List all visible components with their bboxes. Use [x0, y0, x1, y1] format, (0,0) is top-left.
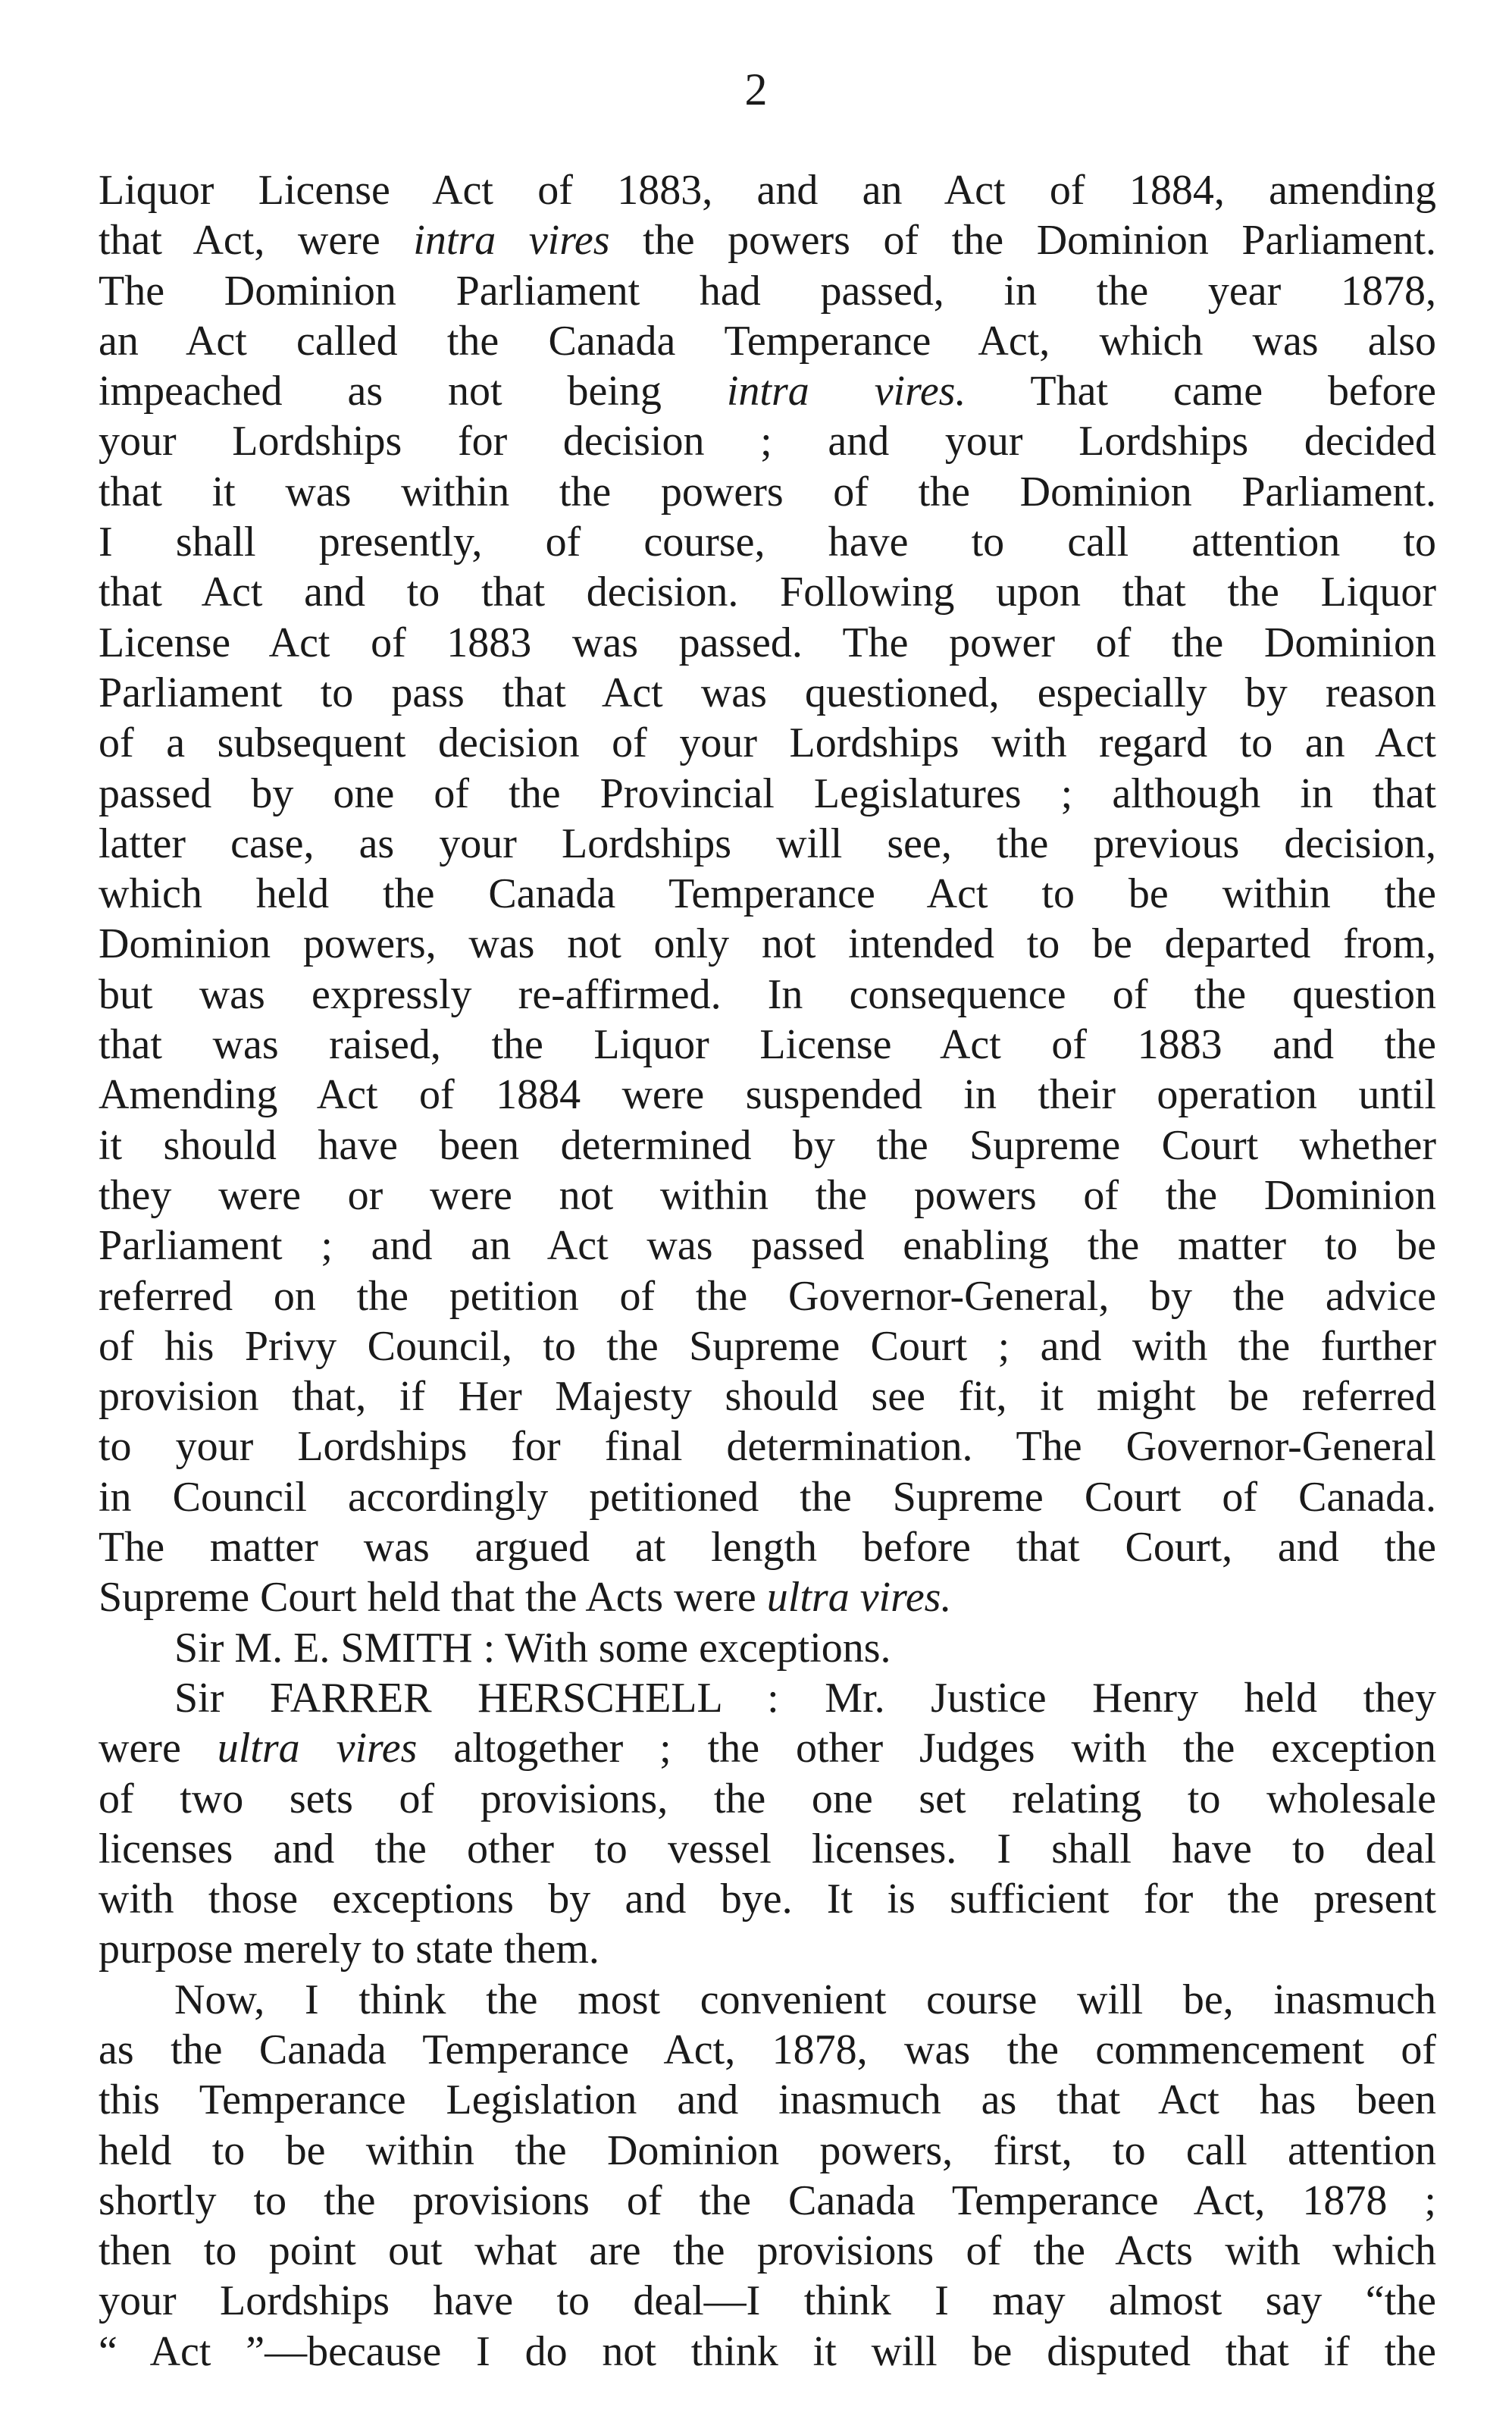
text-segment: your Lordships for decision ; and your Lordships decided	[99, 418, 1436, 465]
text-segment: shortly to the provisions of the Canada Temperance Act, 1878 ;	[99, 2176, 1436, 2224]
text-segment: Supreme Court held that the Acts were	[99, 1574, 767, 1622]
text-segment: that Act and to that decision. Following upon that the Liquor	[99, 569, 1436, 616]
italic-term: intra vires.	[726, 368, 966, 415]
text-segment: it should have been determined by the Supreme Court whether	[99, 1121, 1436, 1169]
text-segment: as the Canada Temperance Act, 1878, was the commencement of	[99, 2026, 1436, 2073]
text-segment: an Act called the Canada Temperance Act, which was also	[99, 317, 1436, 365]
text-line	[99, 2126, 1436, 2176]
text-line	[99, 1371, 1436, 1421]
text-line	[99, 2176, 1436, 2226]
text-segment: held to be within the Dominion powers, first, to call attention	[99, 2126, 1436, 2174]
text-segment: but was expressly re-affirmed. In consequence of the question	[99, 970, 1436, 1018]
text-segment: Now, I think the most convenient course will be, inasmuch	[174, 1976, 1436, 2023]
text-line	[99, 919, 1436, 969]
text-segment: latter case, as your Lordships will see, the previous decision,	[99, 820, 1436, 867]
text-segment: altogether ; the other Judges with the exception	[417, 1725, 1436, 1772]
text-segment: purpose merely to state them.	[99, 1926, 599, 1973]
text-line	[99, 1421, 1436, 1471]
text-line	[99, 2276, 1436, 2326]
text-segment: they were or were not within the powers of the Dominion	[99, 1171, 1436, 1219]
text-segment: that Act, were	[99, 217, 414, 265]
text-line	[99, 1975, 1436, 2025]
text-line	[99, 1774, 1436, 1824]
text-line	[99, 517, 1436, 567]
text-line	[99, 2327, 1436, 2377]
text-segment: that it was within the powers of the Dominion Parliament.	[99, 468, 1436, 516]
text-segment: then to point out what are the provisions of the Acts with which	[99, 2227, 1436, 2275]
text-segment: The Dominion Parliament had passed, in the year 1878,	[99, 267, 1436, 315]
text-segment: referred on the petition of the Governor-General, by the advice	[99, 1272, 1436, 1320]
text-segment: provision that, if Her Majesty should see fit, it might be referred	[99, 1373, 1436, 1421]
text-line	[99, 869, 1436, 919]
text-line	[99, 1824, 1436, 1874]
italic-term: intra vires	[413, 217, 610, 265]
text-line	[99, 1723, 1436, 1773]
text-line	[99, 266, 1436, 316]
text-line	[99, 1070, 1436, 1120]
text-segment: Amending Act of 1884 were suspended in their operation until	[99, 1071, 1436, 1119]
text-segment: your Lordships have to deal—I think I may almost say “the	[99, 2277, 1436, 2325]
text-line	[99, 769, 1436, 819]
text-segment: were	[99, 1725, 218, 1772]
text-segment: That came before	[966, 368, 1436, 415]
text-line	[99, 718, 1436, 768]
text-line	[99, 467, 1436, 517]
text-line	[99, 165, 1436, 215]
text-segment: Sir FARRER HERSCHELL : Mr. Justice Henry held they	[174, 1674, 1436, 1722]
text-line	[99, 1472, 1436, 1522]
text-segment: passed by one of the Provincial Legislatures ; although in that	[99, 769, 1436, 817]
text-line	[99, 1221, 1436, 1271]
text-segment: I shall presently, of course, have to call attention to	[99, 519, 1436, 566]
text-line	[99, 618, 1436, 668]
text-segment: Liquor License Act of 1883, and an Act of 1884, amending	[99, 167, 1436, 214]
text-line	[99, 567, 1436, 617]
body-text	[99, 165, 1436, 2377]
text-line	[99, 1170, 1436, 1221]
text-segment: The matter was argued at length before that Court, and the	[99, 1524, 1436, 1572]
text-line	[99, 316, 1436, 366]
text-line	[99, 1623, 1436, 1673]
text-line	[99, 1924, 1436, 1974]
text-segment: with those exceptions by and bye. It is sufficient for the present	[99, 1876, 1436, 1923]
text-line	[99, 819, 1436, 869]
text-line	[99, 970, 1436, 1020]
text-segment: “ Act ”—because I do not think it will be disputed that if the	[99, 2327, 1436, 2375]
page-number: 2	[744, 64, 768, 114]
text-line	[99, 1572, 1436, 1622]
text-segment: that was raised, the Liquor License Act of 1883 and the	[99, 1021, 1436, 1069]
text-line	[99, 1673, 1436, 1723]
text-line	[99, 1271, 1436, 1321]
text-segment: of his Privy Council, to the Supreme Court ; and with the further	[99, 1322, 1436, 1370]
text-segment: License Act of 1883 was passed. The power of the Dominion	[99, 619, 1436, 666]
italic-term: ultra vires.	[766, 1574, 952, 1622]
text-line	[99, 2025, 1436, 2075]
text-segment: to your Lordships for final determination. The Governor-General	[99, 1423, 1436, 1471]
text-segment: impeached as not being	[99, 368, 727, 415]
text-segment: in Council accordingly petitioned the Supreme Court of Canada.	[99, 1473, 1436, 1521]
text-line	[99, 416, 1436, 466]
text-line	[99, 366, 1436, 416]
text-line	[99, 215, 1436, 265]
text-line	[99, 668, 1436, 718]
text-segment: of two sets of provisions, the one set relating to wholesale	[99, 1775, 1436, 1822]
text-segment: this Temperance Legislation and inasmuch as that Act has been	[99, 2076, 1436, 2124]
text-segment: which held the Canada Temperance Act to be within the	[99, 870, 1436, 918]
text-line	[99, 1020, 1436, 1070]
text-line	[99, 1874, 1436, 1924]
text-line	[99, 2226, 1436, 2276]
text-segment: licenses and the other to vessel licenses. I shall have to deal	[99, 1825, 1436, 1872]
text-segment: of a subsequent decision of your Lordships with regard to an Act	[99, 719, 1436, 767]
text-line	[99, 2075, 1436, 2125]
text-segment: Dominion powers, was not only not intended to be departed from,	[99, 920, 1436, 968]
italic-term: ultra vires	[217, 1725, 418, 1772]
text-line	[99, 1120, 1436, 1170]
text-segment: the powers of the Dominion Parliament.	[609, 217, 1436, 265]
text-line	[99, 1522, 1436, 1572]
text-segment: Parliament ; and an Act was passed enabling the matter to be	[99, 1222, 1436, 1270]
text-line	[99, 1321, 1436, 1371]
text-segment: Sir M. E. SMITH : With some exceptions.	[174, 1624, 891, 1672]
text-segment: Parliament to pass that Act was questioned, especially by reason	[99, 669, 1436, 716]
